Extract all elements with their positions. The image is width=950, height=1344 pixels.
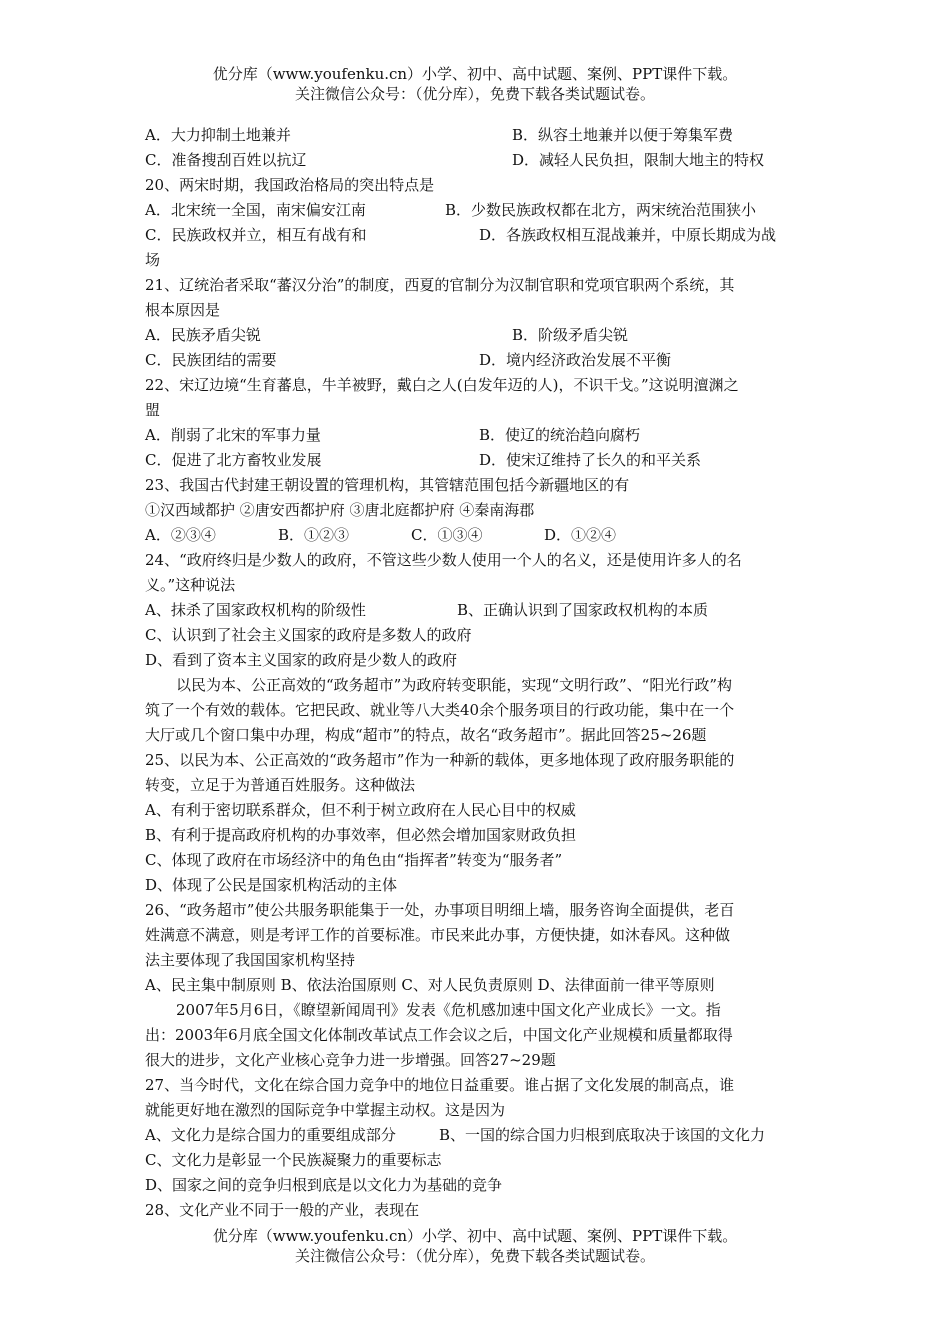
q20-option-b: B．少数民族政权都在北方，两宋统治范围狭小 (445, 201, 757, 219)
q19-option-c: C．准备搜刮百姓以抗辽 (145, 151, 307, 169)
q20-option-d: D．各族政权相互混战兼并，中原长期成为战 (479, 226, 777, 244)
q21-option-d: D．境内经济政治发展不平衡 (479, 351, 672, 369)
q23-stem: 23、我国古代封建王朝设置的管理机构，其管辖范围包括今新疆地区的有 (145, 476, 630, 494)
q25-option-d: D、体现了公民是国家机构活动的主体 (145, 876, 398, 894)
q28-stem: 28、文化产业不同于一般的产业，表现在 (145, 1201, 420, 1219)
page-header (0, 64, 950, 104)
q20-stem: 20、两宋时期，我国政治格局的突出特点是 (145, 176, 435, 194)
q26-stem-1: 26、“政务超市”使公共服务职能集于一处，办事项目明细上墙，服务咨询全面提供，老百 (145, 901, 735, 919)
q21-option-c: C．民族团结的需要 (145, 351, 277, 369)
page-footer (0, 1226, 950, 1266)
q20-options-row-1 (145, 198, 810, 223)
q24-option-d: D、看到了资本主义国家的政府是少数人的政府 (145, 651, 458, 669)
q22-options-row-2 (145, 448, 810, 473)
q22-stem-2: 盟 (145, 401, 161, 419)
passage1-line-3: 大厅或几个窗口集中办理，构成“超市”的特点，故名“政务超市”。据此回答25~26题 (145, 726, 707, 744)
passage1-line-2: 筑了一个有效的载体。它把民政、就业等八大类40余个服务项目的行政功能，集中在一个 (145, 701, 735, 719)
q25-option-a: A、有利于密切联系群众，但不利于树立政府在人民心目中的权威 (145, 801, 576, 819)
q21-options-row-2 (145, 348, 810, 373)
q23-option-b: B．①②③ (278, 526, 350, 544)
q21-stem-1: 21、辽统治者采取“蕃汉分治”的制度，西夏的官制分为汉制官职和党项官职两个系统，其 (145, 276, 735, 294)
passage2-line-3: 很大的进步，文化产业核心竞争力进一步增强。回答27~29题 (145, 1051, 556, 1069)
q24-options-row-1 (145, 598, 810, 623)
q22-option-d: D．使宋辽维持了长久的和平关系 (479, 451, 702, 469)
q23-option-a: A．②③④ (145, 526, 216, 544)
q25-option-b: B、有利于提高政府机构的办事效率，但必然会增加国家财政负担 (145, 826, 577, 844)
q24-stem-2: 义。”这种说法 (145, 576, 236, 594)
header-line-1: 优分库（www.youfenku.cn）小学、初中、高中试题、案例、PPT课件下载。 (212, 65, 738, 83)
footer-line-1: 优分库（www.youfenku.cn）小学、初中、高中试题、案例、PPT课件下载。 (212, 1227, 738, 1245)
q20-option-c: C．民族政权并立，相互有战有和 (145, 226, 367, 244)
q19-option-d: D．减轻人民负担，限制大地主的特权 (512, 151, 765, 169)
q27-option-c: C、文化力是彰显一个民族凝聚力的重要标志 (145, 1151, 442, 1169)
passage1-line-1: 以民为本、公正高效的“政务超市”为政府转变职能，实现“文明行政”、“阳光行政”构 (176, 676, 733, 694)
q22-option-b: B．使辽的统治趋向腐朽 (479, 426, 641, 444)
q23-options (145, 523, 810, 548)
q21-stem-2: 根本原因是 (145, 301, 221, 319)
q26-stem-2: 姓满意不满意，则是考评工作的首要标准。市民来此办事，方便快捷，如沐春风。这种做 (145, 926, 731, 944)
q19-options-row-1 (145, 123, 810, 148)
q22-option-c: C．促进了北方畜牧业发展 (145, 451, 322, 469)
q27-stem-2: 就能更好地在激烈的国际竞争中掌握主动权。这是因为 (145, 1101, 506, 1119)
exam-body (145, 123, 810, 1223)
q24-option-a: A、抹杀了国家政权机构的阶级性 (145, 601, 366, 619)
q22-stem-1: 22、宋辽边境“生育蕃息，牛羊被野，戴白之人(白发年迈的人)，不识干戈。”这说明澶渊之 (145, 376, 739, 394)
q25-stem-2: 转变，立足于为普通百姓服务。这种做法 (145, 776, 416, 794)
q21-option-b: B．阶级矛盾尖锐 (512, 326, 629, 344)
q20-options-row-2 (145, 223, 810, 248)
q26-options: A、民主集中制原则 B、依法治国原则 C、对人民负责原则 D、法律面前一律平等原则 (145, 976, 715, 994)
passage2-line-2: 出：2003年6月底全国文化体制改革试点工作会议之后，中国文化产业规模和质量都取得 (145, 1026, 733, 1044)
header-line-2: 关注微信公众号：（优分库），免费下载各类试题试卷。 (294, 85, 655, 103)
q21-options-row-1 (145, 323, 810, 348)
q25-option-c: C、体现了政府在市场经济中的角色由“指挥者”转变为“服务者” (145, 851, 563, 869)
q27-option-d: D、国家之间的竞争归根到底是以文化力为基础的竞争 (145, 1176, 503, 1194)
q27-option-b: B、一国的综合国力归根到底取决于该国的文化力 (439, 1126, 766, 1144)
q19-option-b: B．纵容土地兼并以便于筹集军费 (512, 126, 734, 144)
q23-option-d: D．①②④ (544, 526, 617, 544)
q23-items: ①汉西域都护 ②唐安西都护府 ③唐北庭都护府 ④秦南海郡 (145, 501, 535, 519)
q21-option-a: A．民族矛盾尖锐 (145, 326, 261, 344)
q22-option-a: A．削弱了北宋的军事力量 (145, 426, 321, 444)
q24-stem-1: 24、“政府终归是少数人的政府，不管这些少数人使用一个人的名义，还是使用许多人的名 (145, 551, 742, 569)
q27-option-a: A、文化力是综合国力的重要组成部分 (145, 1126, 396, 1144)
q24-option-b: B、正确认识到了国家政权机构的本质 (457, 601, 709, 619)
q20-option-d-cont: 场 (145, 251, 161, 269)
q25-stem-1: 25、以民为本、公正高效的“政务超市”作为一种新的载体，更多地体现了政府服务职能的 (145, 751, 735, 769)
q19-options-row-2 (145, 148, 810, 173)
footer-line-2: 关注微信公众号：（优分库），免费下载各类试题试卷。 (294, 1247, 655, 1265)
q24-option-c: C、认识到了社会主义国家的政府是多数人的政府 (145, 626, 472, 644)
q27-options-row-1 (145, 1123, 810, 1148)
q20-option-a: A．北宋统一全国，南宋偏安江南 (145, 201, 366, 219)
q22-options-row-1 (145, 423, 810, 448)
q23-option-c: C．①③④ (411, 526, 483, 544)
q27-stem-1: 27、当今时代，文化在综合国力竞争中的地位日益重要。谁占据了文化发展的制高点，谁 (145, 1076, 735, 1094)
q19-option-a: A．大力抑制土地兼并 (145, 126, 291, 144)
q26-stem-3: 法主要体现了我国国家机构坚持 (145, 951, 356, 969)
passage2-line-1: 2007年5月6日，《瞭望新闻周刊》发表《危机感加速中国文化产业成长》一文。指 (176, 1001, 721, 1019)
